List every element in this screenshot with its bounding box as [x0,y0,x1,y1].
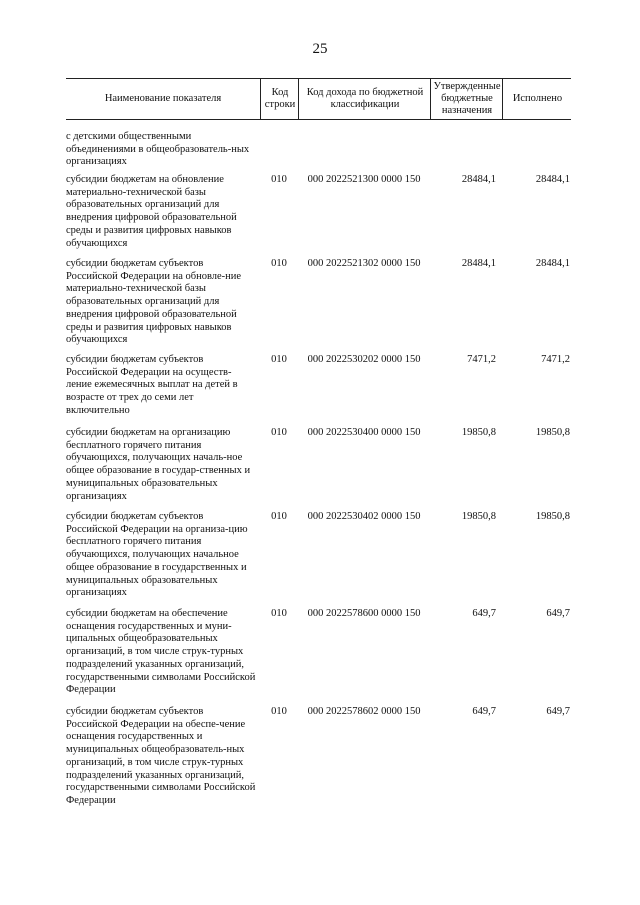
row-executed: 28484,1 [535,174,570,185]
row-income-code: 000 2022578602 0000 150 [307,706,421,717]
row-name: субсидии бюджетам на организацию бесплатного горячего питания обучающихся, получающих началь-ное общее образование в государ-ственных и муниципальных образовательных организациях [66,427,251,502]
row-name: субсидии бюджетам на обеспечение оснащения государственных и муни-ципальных общеобразовательных организаций, в том числе струк-турных подразделений указанных организаций, государственными символами Российской Федерации [66,608,256,696]
continuation-text: с детскими общественными объединениями в общеобразователь-ных организациях [66,131,250,168]
row-executed: 649,7 [546,608,570,619]
row-executed: 19850,8 [535,427,570,438]
table-header [66,78,571,120]
row-executed: 19850,8 [535,511,570,522]
row-approved: 28484,1 [461,174,496,185]
row-name: субсидии бюджетам субъектов Российской Федерации на обновле-ние материально-технической базы образовательных организаций для внедрения цифровой образовательной среды и развития цифровых навыков обучающихся [66,258,242,346]
row-income-code: 000 2022530402 0000 150 [307,511,421,522]
row-code: 010 [271,427,287,438]
row-name: субсидии бюджетам на обновление материально-технической базы образовательных организаций для внедрения цифровой образовательной среды и развития цифровых навыков обучающихся [66,174,237,249]
row-code: 010 [271,608,287,619]
row-approved: 19850,8 [461,511,496,522]
row-income-code: 000 2022521302 0000 150 [307,258,421,269]
row-code: 010 [271,258,287,269]
page-number: 25 [312,41,328,57]
header-approved: Утвержденные бюджетные назначения [430,79,503,119]
row-executed: 7471,2 [541,354,570,365]
row-name: субсидии бюджетам субъектов Российской Федерации на организа-цию бесплатного горячего питания обучающихся, получающих начальное общее образование в государственных и муниципальных образовательных организациях [66,511,248,599]
header-indicator-name: Наименование показателя [104,93,222,104]
row-approved: 28484,1 [461,258,496,269]
row-executed: 28484,1 [535,258,570,269]
row-name: субсидии бюджетам субъектов Российской Федерации на обеспе-чение оснащения государственных и муниципальных общеобразователь-ных организаций, в том числе струк-турных подразделений указанных организаций, государственными символами Российской Федерации [66,706,256,806]
row-name: субсидии бюджетам субъектов Российской Федерации на осуществ-ление ежемесячных выплат на детей в возрасте от трех до семи лет включительно [66,354,238,416]
header-income-code: Код дохода по бюджетной классификации [298,79,431,119]
row-income-code: 000 2022578600 0000 150 [307,608,421,619]
row-approved: 7471,2 [467,354,496,365]
row-approved: 19850,8 [461,427,496,438]
row-income-code: 000 2022530400 0000 150 [307,427,421,438]
row-code: 010 [271,511,287,522]
budget-table [66,78,571,806]
row-approved: 649,7 [472,706,496,717]
header-row-code: Код строки [260,79,299,119]
row-code: 010 [271,174,287,185]
row-code: 010 [271,354,287,365]
row-income-code: 000 2022521300 0000 150 [307,174,421,185]
row-income-code: 000 2022530202 0000 150 [307,354,421,365]
row-approved: 649,7 [472,608,496,619]
row-executed: 649,7 [546,706,570,717]
row-code: 010 [271,706,287,717]
header-executed: Исполнено [502,79,572,119]
